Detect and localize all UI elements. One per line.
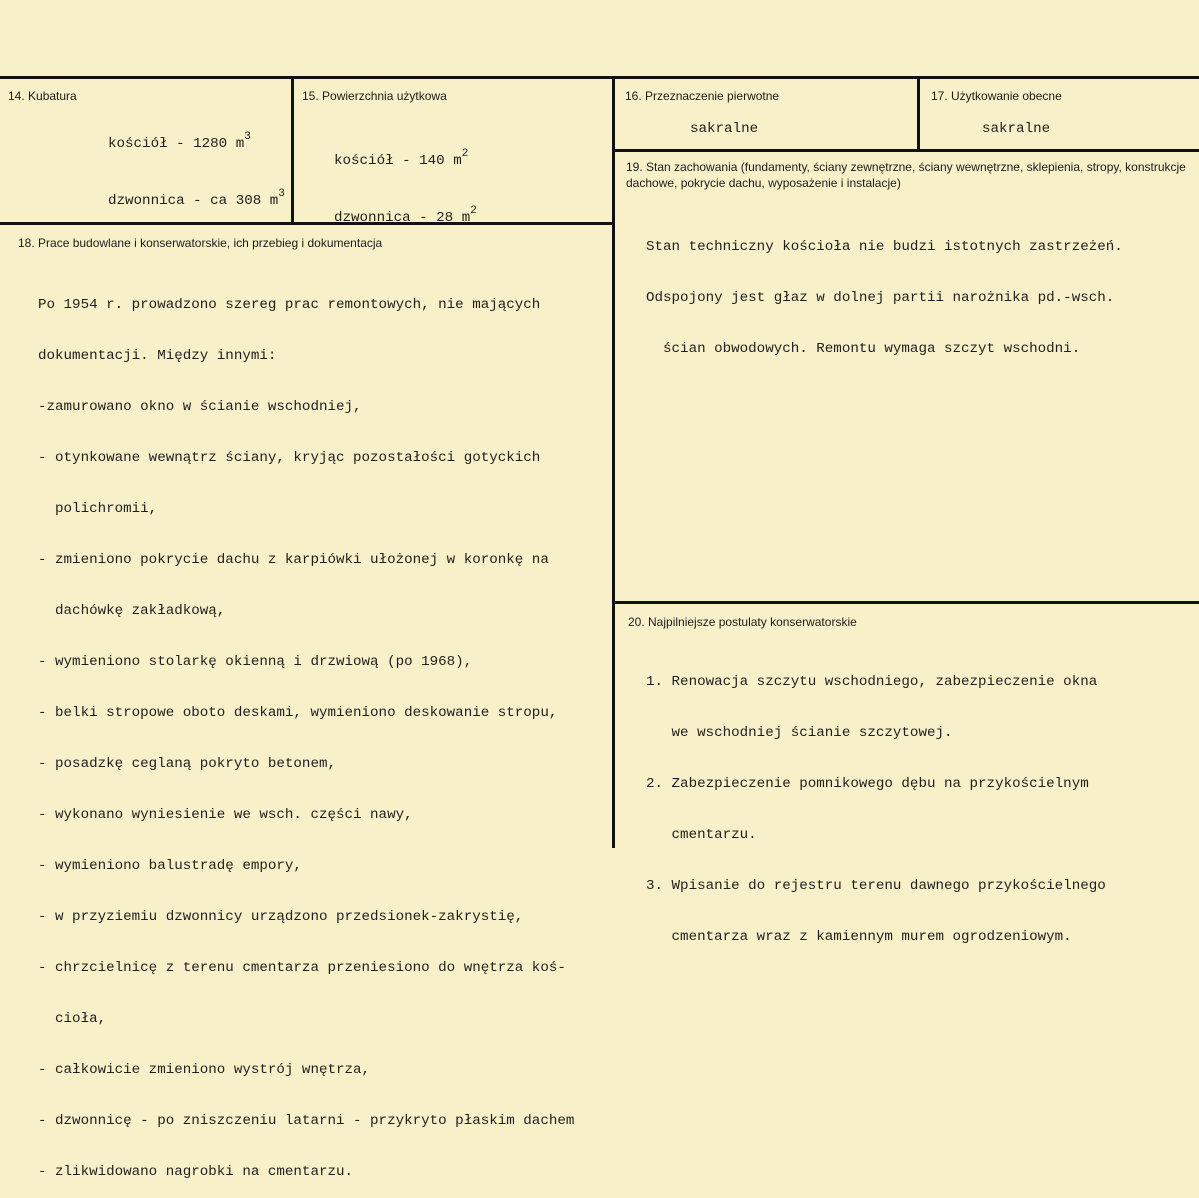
field-19-line: Stan techniczny kościoła nie budzi istotnych zastrzeżeń. bbox=[646, 239, 1123, 255]
field-17-label: 17. Użytkowanie obecne bbox=[931, 89, 1062, 103]
field-14-value bbox=[108, 97, 285, 230]
field-20-label: 20. Najpilniejsze postulaty konserwatorskie bbox=[628, 615, 857, 629]
field-20-line: cmentarzu. bbox=[646, 827, 757, 843]
field-18-line: - w przyziemiu dzwonnicy urządzono przedsionek-zakrystię, bbox=[38, 909, 524, 925]
field-15-line: kościół - 140 $m^2$ bbox=[334, 148, 469, 169]
field-15-label: 15. Powierzchnia użytkowa bbox=[302, 89, 447, 103]
field-18-line: - dzwonnicę - po zniszczeniu latarni - przykryto płaskim dachem bbox=[38, 1113, 575, 1129]
field-20-line: we wschodniej ścianie szczytowej. bbox=[646, 725, 953, 741]
field-18-line: dachówkę zakładkową, bbox=[38, 603, 226, 619]
field-18-line: - całkowicie zmieniono wystrój wnętrza, bbox=[38, 1062, 371, 1078]
field-18-line: dokumentacji. Między innymi: bbox=[38, 348, 277, 364]
field-18-line: - zmieniono pokrycie dachu z karpiówki ułożonej w koronkę na bbox=[38, 552, 549, 568]
field-19-line: ścian obwodowych. Remontu wymaga szczyt wschodni. bbox=[646, 341, 1081, 357]
field-18-line: - wykonano wyniesienie we wsch. części nawy, bbox=[38, 807, 413, 823]
field-20-line: cmentarza wraz z kamiennym murem ogrodzeniowym. bbox=[646, 929, 1072, 945]
field-18-line: cioła, bbox=[38, 1011, 107, 1027]
field-19-label: 19. Stan zachowania (fundamenty, ściany zewnętrzne, ściany wewnętrzne, sklepienia, stropy, konstrukcje dachowe, pokrycie dachu, wyposażenie i instalacje) bbox=[626, 160, 1186, 190]
field-18-line: -zamurowano okno w ścianie wschodniej, bbox=[38, 399, 362, 415]
field-20-line: 1. Renowacja szczytu wschodniego, zabezpieczenie okna bbox=[646, 674, 1098, 690]
field-19-line: Odspojony jest głaz w dolnej partii narożnika pd.-wsch. bbox=[646, 290, 1115, 306]
field-18-line: - zlikwidowano nagrobki na cmentarzu. bbox=[38, 1164, 354, 1180]
field-17-value: sakralne bbox=[982, 121, 1051, 137]
field-15-value bbox=[334, 114, 477, 247]
field-18-line: polichromii, bbox=[38, 501, 158, 517]
col-divider-14-15 bbox=[291, 76, 294, 224]
field-14-line: dzwonnica - ca 308 $m^3$ bbox=[108, 188, 285, 209]
field-18-label: 18. Prace budowlane i konserwatorskie, ich przebieg i dokumentacja bbox=[18, 236, 383, 250]
top-border-line bbox=[0, 76, 1199, 79]
field-15-line: dzwonnica - 28 $m^2$ bbox=[334, 205, 477, 226]
field-18-line: - posadzkę ceglaną pokryto betonem, bbox=[38, 756, 336, 772]
field-20-line: 2. Zabezpieczenie pomnikowego dębu na przykościelnym bbox=[646, 776, 1089, 792]
row-divider-right-top bbox=[614, 149, 1199, 152]
field-18-line: Po 1954 r. prowadzono szereg prac remontowych, nie mających bbox=[38, 297, 541, 313]
col-divider-16-17 bbox=[917, 76, 920, 151]
field-20-value bbox=[646, 640, 1106, 963]
field-18-value bbox=[38, 263, 574, 1198]
field-19-value bbox=[646, 205, 1123, 375]
field-14-line: kościół - 1280 $m^3$ bbox=[108, 131, 251, 152]
field-18-line: - wymieniono balustradę empory, bbox=[38, 858, 302, 874]
field-20-line: 3. Wpisanie do rejestru terenu dawnego przykościelnego bbox=[646, 878, 1106, 894]
field-16-label: 16. Przeznaczenie pierwotne bbox=[625, 89, 780, 103]
row-divider-right-bottom bbox=[614, 601, 1199, 604]
field-16-value: sakralne bbox=[690, 121, 759, 137]
field-18-line: - chrzcielnicę z terenu cmentarza przeniesiono do wnętrza koś- bbox=[38, 960, 566, 976]
col-divider-main bbox=[612, 76, 615, 848]
field-14-label: 14. Kubatura bbox=[8, 89, 77, 103]
field-18-line: - wymieniono stolarkę okienną i drzwiową (po 1968), bbox=[38, 654, 473, 670]
row-divider-left bbox=[0, 222, 615, 225]
field-18-line: - otynkowane wewnątrz ściany, kryjąc pozostałości gotyckich bbox=[38, 450, 541, 466]
field-18-line: - belki stropowe oboto deskami, wymieniono deskowanie stropu, bbox=[38, 705, 558, 721]
